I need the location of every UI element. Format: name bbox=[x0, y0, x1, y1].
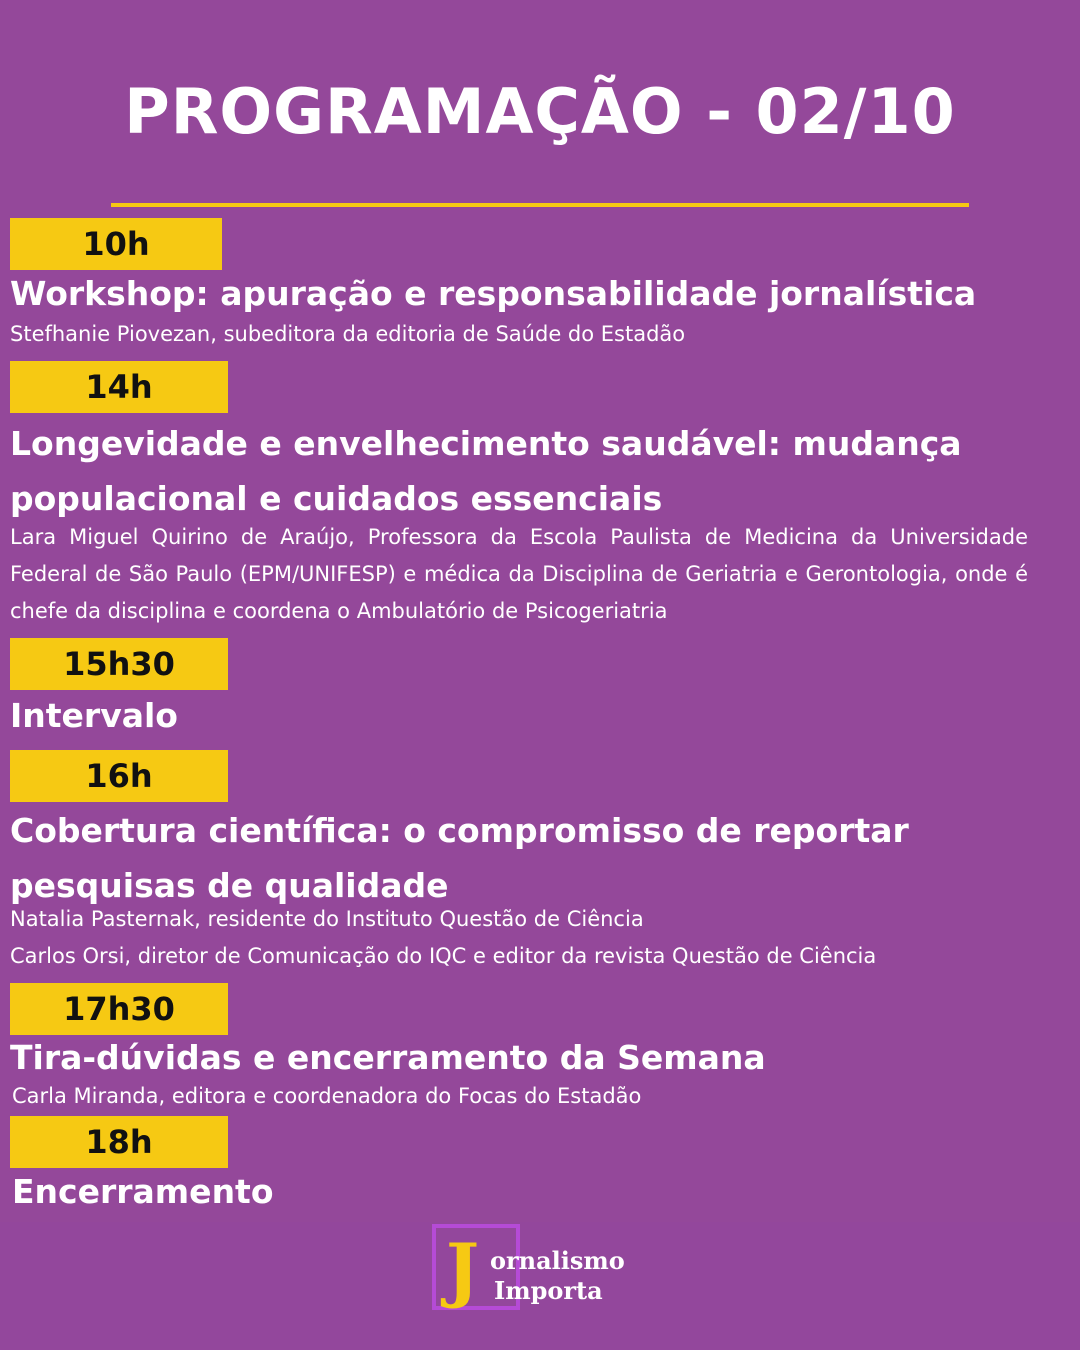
speaker-info: Stefhanie Piovezan, subeditora da editoria de Saúde do Estadão bbox=[10, 322, 686, 346]
time-badge: 16h bbox=[10, 750, 228, 802]
logo-line-2: Importa bbox=[494, 1276, 603, 1305]
time-badge: 17h30 bbox=[10, 983, 228, 1035]
logo-line-1: ornalismo bbox=[490, 1246, 625, 1275]
session-title: Encerramento bbox=[12, 1172, 274, 1211]
session-title: Workshop: apuração e responsabilidade jornalística bbox=[10, 274, 977, 313]
speaker-info: Carla Miranda, editora e coordenadora do Focas do Estadão bbox=[12, 1084, 642, 1108]
session-title: Intervalo bbox=[10, 696, 178, 735]
time-badge: 10h bbox=[10, 218, 222, 270]
title-divider bbox=[111, 203, 969, 207]
logo-letter: J bbox=[446, 1228, 480, 1311]
session-title: Tira-dúvidas e encerramento da Semana bbox=[10, 1038, 766, 1077]
jornalismo-importa-logo bbox=[432, 1224, 652, 1316]
speaker-info: Lara Miguel Quirino de Araújo, Professora da Escola Paulista de Medicina da Universidade Federal de São Paulo (EPM/UNIFESP) e médica da Disciplina de Geriatria e Gerontologia, onde é chefe da disciplina e coordena o Ambulatório de Psicogeriatria bbox=[10, 525, 1028, 623]
session-title: Longevidade e envelhecimento saudável: mudança populacional e cuidados essenciais bbox=[10, 424, 962, 518]
session-title: Cobertura científica: o compromisso de reportar pesquisas de qualidade bbox=[10, 811, 909, 905]
time-badge: 18h bbox=[10, 1116, 228, 1168]
speaker-info: Natalia Pasternak, residente do Instituto Questão de Ciência bbox=[10, 907, 644, 931]
time-badge: 15h30 bbox=[10, 638, 228, 690]
time-badge: 14h bbox=[10, 361, 228, 413]
page-title: PROGRAMAÇÃO - 02/10 bbox=[124, 75, 956, 148]
speaker-info: Carlos Orsi, diretor de Comunicação do IQC e editor da revista Questão de Ciência bbox=[10, 944, 877, 968]
